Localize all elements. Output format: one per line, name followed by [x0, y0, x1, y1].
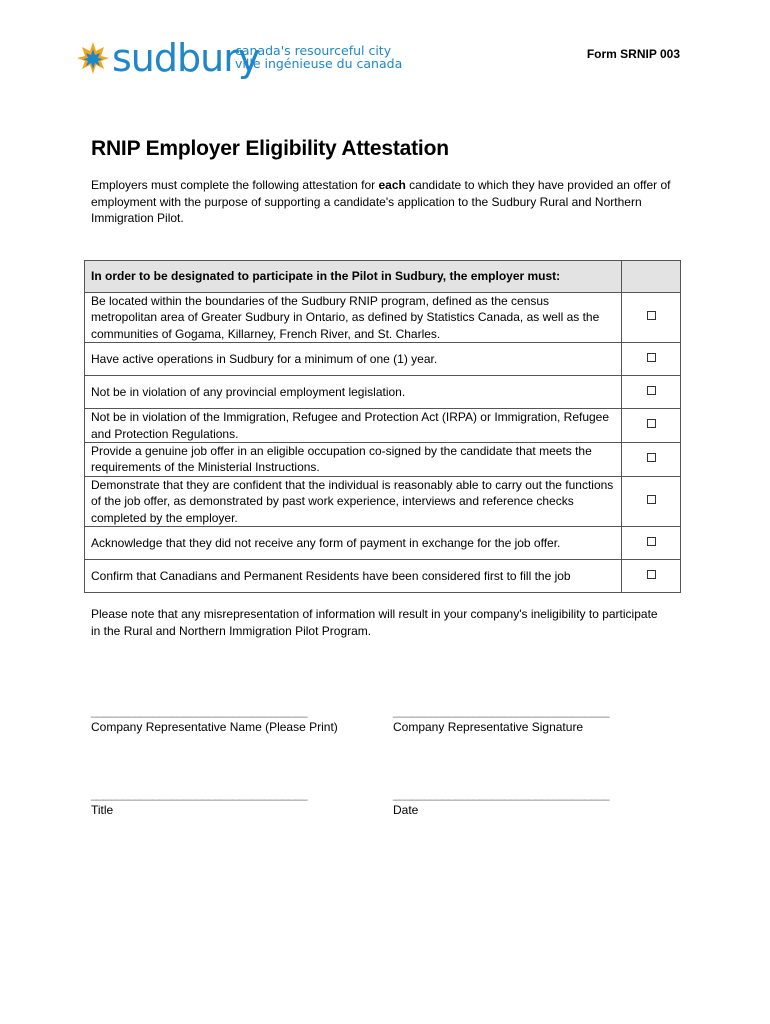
misrepresentation-note: Please note that any misrepresentation of information will result in your company's ineligibility to participate in the Rural and Northern Immigration Pilot Program. — [91, 607, 658, 638]
title-signature-line[interactable]: ___________________________________ — [91, 787, 308, 801]
checkbox-icon — [647, 353, 656, 362]
requirement-text: Confirm that Canadians and Permanent Residents have been considered first to fill the job — [85, 560, 622, 593]
requirement-text: Not be in violation of the Immigration, Refugee and Protection Act (IRPA) or Immigration, Refugee and Protection Regulations. — [85, 409, 622, 443]
table-row — [85, 560, 681, 593]
logo-wordmark: sudbury — [112, 36, 260, 80]
requirements-header-row — [85, 261, 681, 293]
requirement-text: Demonstrate that they are confident that the individual is reasonably able to carry out the functions of the job offer, as demonstrated by past work experience, interviews and reference checks completed by the employer. — [85, 476, 622, 526]
form-number: Form SRNIP 003 — [586, 47, 680, 61]
signature-label: Company Representative Signature — [393, 720, 584, 734]
intro-bold-word: each — [378, 178, 406, 192]
requirement-text: Not be in violation of any provincial employment legislation. — [85, 376, 622, 409]
signature-line[interactable]: ___________________________________ — [393, 704, 610, 718]
requirement-checkbox[interactable] — [622, 293, 681, 343]
table-row — [85, 343, 681, 376]
table-row — [85, 527, 681, 560]
requirement-checkbox[interactable] — [622, 527, 681, 560]
checkbox-icon — [647, 495, 656, 504]
checkbox-icon — [647, 537, 656, 546]
table-row — [85, 293, 681, 343]
intro-paragraph — [91, 177, 671, 227]
requirement-checkbox[interactable] — [622, 443, 681, 477]
requirement-checkbox[interactable] — [622, 560, 681, 593]
checkbox-column-header — [622, 261, 681, 293]
requirement-checkbox[interactable] — [622, 409, 681, 443]
checkbox-icon — [647, 419, 656, 428]
requirement-text: Provide a genuine job offer in an eligible occupation co-signed by the candidate that meets the requirements of the Ministerial Instructions. — [85, 443, 622, 477]
requirement-text: Be located within the boundaries of the Sudbury RNIP program, defined as the census metropolitan area of Greater Sudbury in Ontario, as defined by Statistics Canada, as well as the communities of Gogama, Killarney, French River, and St. Charles. — [85, 293, 622, 343]
table-row — [85, 476, 681, 526]
checkbox-icon — [647, 386, 656, 395]
date-signature-line[interactable]: ___________________________________ — [393, 787, 610, 801]
sudbury-logo — [75, 36, 403, 80]
title-label: Title — [91, 803, 114, 817]
table-row — [85, 376, 681, 409]
table-row — [85, 443, 681, 477]
name-label: Company Representative Name (Please Print) — [91, 720, 338, 734]
requirement-text: Have active operations in Sudbury for a minimum of one (1) year. — [85, 343, 622, 376]
date-label: Date — [393, 803, 419, 817]
logo-tagline-en: canada's resourceful city — [235, 43, 392, 58]
requirements-header: In order to be designated to participate in the Pilot in Sudbury, the employer must: — [85, 261, 622, 293]
name-signature-line[interactable]: ___________________________________ — [91, 704, 308, 718]
requirement-text: Acknowledge that they did not receive any form of payment in exchange for the job offer. — [85, 527, 622, 560]
checkbox-icon — [647, 453, 656, 462]
requirements-table — [84, 260, 681, 593]
logo-tagline — [235, 44, 402, 70]
requirement-checkbox[interactable] — [622, 343, 681, 376]
checkbox-icon — [647, 570, 656, 579]
intro-text-start: Employers must complete the following attestation for — [91, 178, 379, 192]
requirement-checkbox[interactable] — [622, 376, 681, 409]
intro-text-end: candidate to which they have provided an offer of employment with the purpose of supporting a candidate's application to the Sudbury Rural and Northern Immigration Pilot. — [91, 178, 671, 225]
table-row — [85, 409, 681, 443]
checkbox-icon — [647, 311, 656, 320]
logo-tagline-fr: ville ingénieuse du canada — [235, 56, 403, 71]
requirement-checkbox[interactable] — [622, 476, 681, 526]
page-title: RNIP Employer Eligibility Attestation — [91, 137, 449, 160]
maple-leaf-icon — [75, 40, 111, 76]
